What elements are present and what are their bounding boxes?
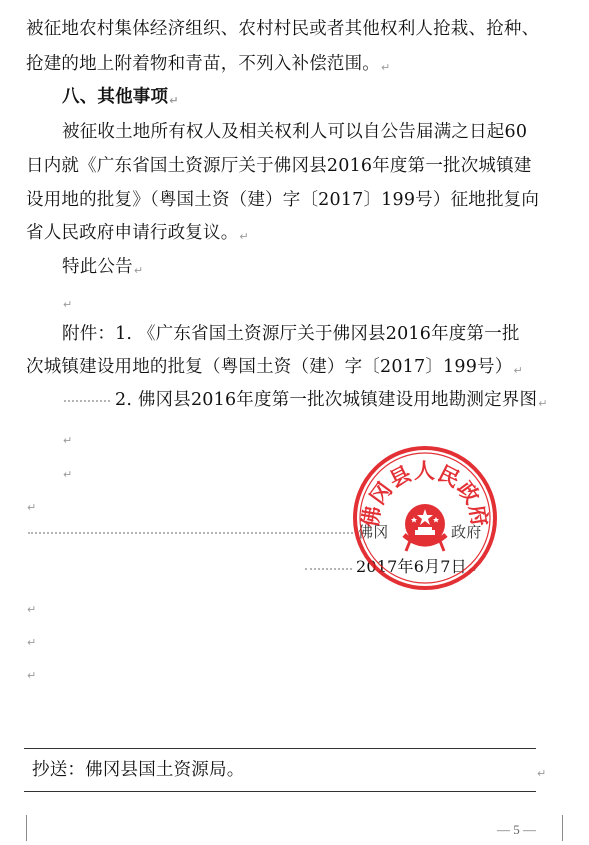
empty-paragraph: ↵ xyxy=(63,468,73,481)
attachment-line: 附件：1. 《广东省国土资源厅关于佛冈县2016年度第一批 xyxy=(62,324,520,344)
signer-left: 佛冈 xyxy=(358,523,389,541)
paragraph-line: 被征地农村集体经济组织、农村村民或者其他权利人抢栽、抢种、 xyxy=(26,19,540,39)
tab-leader xyxy=(305,568,352,570)
paragraph-line: 日内就《广东省国土资源厅关于佛冈县2016年度第一批次城镇建 xyxy=(26,156,532,176)
paragraph-line: 设用地的批复》（粤国土资（建）字〔2017〕199号）征地批复向 xyxy=(26,190,540,210)
cc-line: 抄送：佛冈县国土资源局。 xyxy=(32,760,245,780)
tab-leader xyxy=(64,400,110,402)
official-seal xyxy=(352,445,498,591)
signer-right: 政府 xyxy=(451,523,482,541)
empty-paragraph: ↵ xyxy=(27,501,37,514)
empty-paragraph: ↵ xyxy=(63,298,73,311)
section-heading: 八、其他事项↵ xyxy=(62,87,179,107)
empty-paragraph: ↵ xyxy=(27,603,37,616)
empty-paragraph: ↵ xyxy=(63,434,73,447)
seal-text: 佛冈县人民政府 xyxy=(358,459,492,530)
paragraph-mark: ↵ xyxy=(537,767,547,780)
closing-notice: 特此公告↵ xyxy=(62,257,144,277)
paragraph-line: 被征收土地所有权人及相关权利人可以自公告届满之日起60 xyxy=(62,122,528,142)
page-number: — 5 — xyxy=(497,822,536,837)
tab-leader xyxy=(28,532,353,534)
empty-paragraph: ↵ xyxy=(27,669,37,682)
paragraph-line: 抢建的地上附着物和青苗，不列入补偿范围。↵ xyxy=(26,54,391,74)
signing-date: 2017年6月7日↵ xyxy=(356,557,478,577)
national-emblem-icon xyxy=(404,504,446,551)
paragraph-line: 省人民政府申请行政复议。↵ xyxy=(26,223,249,243)
attachment-line: 次城镇建设用地的批复（粤国土资（建）字〔2017〕199号）↵ xyxy=(26,357,523,377)
crop-mark-bottom-right xyxy=(562,815,589,841)
empty-paragraph: ↵ xyxy=(27,636,37,649)
crop-mark-bottom-left xyxy=(0,815,27,841)
attachment-line: 2. 佛冈县2016年度第一批次城镇建设用地勘测定界图↵ xyxy=(115,390,548,410)
